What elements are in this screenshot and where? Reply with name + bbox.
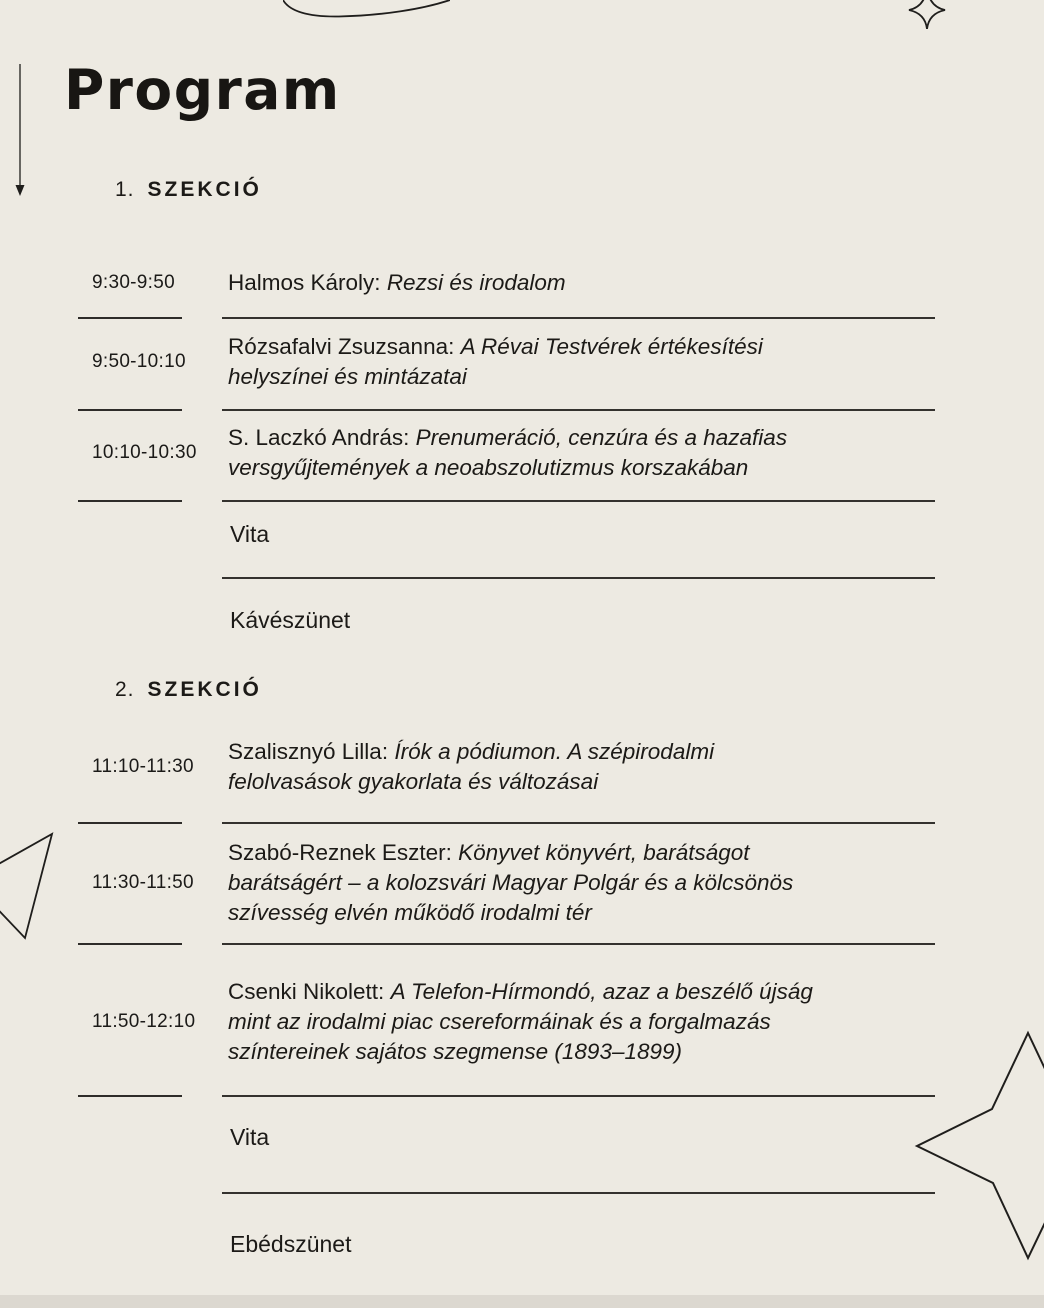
divider-line-long [222, 943, 935, 945]
row-divider [0, 1095, 1044, 1097]
break-label-coffee: Kávészünet [230, 607, 351, 633]
speaker-name: Halmos Károly: [228, 270, 381, 295]
row-divider [0, 1192, 1044, 1194]
talk-title: Írók a pódiumon. A szépirodalmi felolvasások gyakorlata és változásai [228, 739, 715, 794]
bottom-edge-strip [0, 1295, 1044, 1308]
divider-line-short [78, 943, 182, 945]
divider-line-long [222, 500, 935, 502]
time-label: 9:30-9:50 [92, 272, 175, 293]
section-label: SZEKCIÓ [147, 678, 262, 701]
row-divider [0, 943, 1044, 945]
talk-title: Könyvet könyvért, barátságot barátságért – a kolozsvári Magyar Polgár és a kölcsönös szívesség elvén működő irodalmi tér [228, 840, 794, 925]
speaker-name: Szalisznyó Lilla: [228, 739, 389, 764]
speaker-name: Szabó-Reznek Eszter: [228, 840, 452, 865]
speaker-name: Csenki Nikolett: [228, 979, 385, 1004]
talk-title: Rezsi és irodalom [386, 270, 566, 295]
divider-line-long [222, 409, 935, 411]
schedule-row [92, 268, 1044, 298]
row-divider [0, 822, 1044, 824]
talk-title: A Telefon-Hírmondó, azaz a beszélő újság mint az irodalmi piac csereformáinak és a forgalmazás színtereinek sajátos szegmense (1893–1899) [228, 979, 813, 1064]
row-divider [0, 577, 1044, 579]
triangle-outline-icon [0, 808, 55, 943]
talk-text [228, 977, 828, 1067]
divider-line-long [222, 1192, 935, 1194]
divider-line-short [78, 1095, 182, 1097]
schedule-row [92, 838, 1044, 928]
section-label: SZEKCIÓ [147, 178, 262, 201]
schedule-row [92, 977, 1044, 1067]
row-divider [0, 500, 1044, 502]
schedule-row [92, 332, 1044, 392]
break-label-lunch: Ebédszünet [230, 1231, 352, 1257]
divider-line-short [78, 822, 182, 824]
row-divider [0, 409, 1044, 411]
sparkle-star-icon [907, 0, 947, 29]
talk-text [228, 423, 828, 483]
speaker-name: Rózsafalvi Zsuzsanna: [228, 334, 455, 359]
schedule-row [92, 737, 1044, 797]
section-number: 2. [115, 678, 135, 701]
divider-line-long [222, 1095, 935, 1097]
ellipse-arc-line [283, 0, 450, 20]
down-arrow-icon [13, 62, 27, 198]
divider-line-long [222, 577, 935, 579]
talk-text [228, 332, 828, 392]
section-1-header [115, 177, 1044, 202]
schedule-row [92, 423, 1044, 483]
talk-title: A Révai Testvérek értékesítési helyszínei és mintázatai [228, 334, 763, 389]
talk-title: Prenumeráció, cenzúra és a hazafias versgyűjtemények a neoabszolutizmus korszakában [228, 425, 788, 480]
divider-line-long [222, 822, 935, 824]
time-label: 11:30-11:50 [92, 872, 194, 893]
section-number: 1. [115, 178, 135, 201]
break-label-vita: Vita [230, 521, 270, 547]
talk-text [228, 838, 828, 928]
speaker-name: S. Laczkó András: [228, 425, 410, 450]
talk-text [228, 737, 828, 797]
time-label: 10:10-10:30 [92, 442, 197, 463]
page-title: Program [64, 58, 341, 122]
row-divider [0, 317, 1044, 319]
break-label-vita: Vita [230, 1124, 270, 1150]
time-label: 11:50-12:10 [92, 1011, 196, 1032]
divider-line-short [78, 317, 182, 319]
divider-line-long [222, 317, 935, 319]
divider-line-short [78, 409, 182, 411]
time-label: 11:10-11:30 [92, 756, 194, 777]
section-2-header [115, 677, 1044, 702]
divider-line-short [78, 500, 182, 502]
talk-text [228, 268, 828, 298]
time-label: 9:50-10:10 [92, 351, 186, 372]
